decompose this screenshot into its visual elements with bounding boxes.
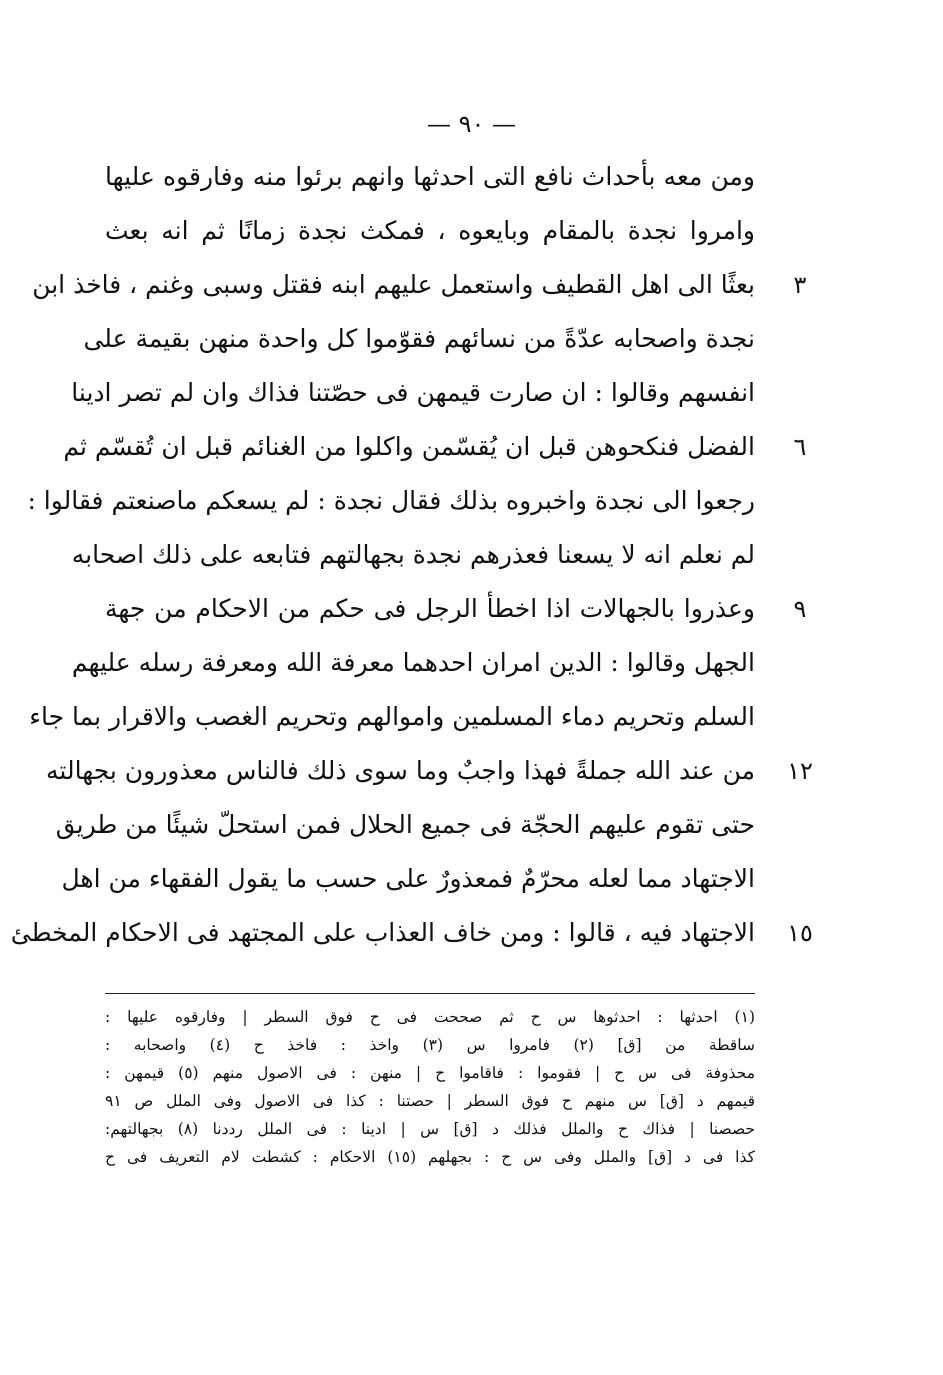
text-line: الجهل وقالوا : الدين امران احدهما معرفة الله ومعرفة رسله عليهم: [71, 648, 755, 677]
footnote-line: كذا فى د [ق] والملل وفى س ح : بجهلهم (١٥) الاحكام : كشطت لام التعريف فى ح: [105, 1148, 755, 1166]
line-number: ٩: [793, 595, 807, 623]
page-number: — ٩٠ —: [426, 110, 517, 138]
text-line: الاجتهاد فيه ، قالوا : ومن خاف العذاب على المجتهد فى الاحكام المخطئ: [10, 918, 755, 947]
footnote-line: ساقطة من [ق] (٢) فامروا س (٣) واخذ : فاخذ ح (٤) واصحابه :: [105, 1036, 755, 1054]
line-number: ١٥: [787, 919, 813, 947]
footnote-line: محذوفة فى س ح | فقوموا : فاقاموا ح | منهن : فى الاصول منهم (٥) قيمهن :: [105, 1064, 755, 1082]
text-line: نجدة واصحابه عدّةً من نسائهم فقوّموا كل واحدة منهن بقيمة على: [83, 324, 755, 353]
text-line: ومن معه بأحداث نافع التى احدثها وانهم برئوا منه وفارقوه عليها: [105, 162, 755, 191]
text-line: الفضل فنكحوهن قبل ان يُقسّمن واكلوا من الغنائم قبل ان تُقسّم ثم: [63, 432, 755, 461]
footnote-line: (١) احدثها : احدثوها س ح ثم صححت فى ح فوق السطر | وفارقوه عليها :: [105, 1008, 755, 1026]
footnote-line: حصصنا | فذاك ح والملل فذلك د [ق] س | ادينا : فى الملل رددنا (٨) بجهالتهم:: [105, 1120, 755, 1138]
text-line: انفسهم وقالوا : ان صارت قيمهن فى حصّتنا فذاك وان لم تصر ادينا: [71, 378, 755, 407]
text-line: رجعوا الى نجدة واخبروه بذلك فقال نجدة : لم يسعكم ماصنعتم فقالوا :: [27, 486, 755, 515]
text-line: الاجتهاد مما لعله محرّمٌ فمعذورٌ على حسب ما يقول الفقهاء من اهل: [61, 864, 755, 893]
footnote-rule: [105, 993, 755, 994]
text-line: حتى تقوم عليهم الحجّة فى جميع الحلال فمن استحلّ شيئًا من طريق: [55, 810, 755, 839]
line-number: ١٢: [787, 757, 813, 785]
main-text: [10, 150, 755, 960]
text-line: وامروا نجدة بالمقام وبايعوه ، فمكث نجدة زمانًا ثم انه بعث: [105, 216, 755, 245]
line-number: ٦: [793, 433, 807, 461]
text-line: لم نعلم انه لا يسعنا فعذرهم نجدة بجهالتهم فتابعه على ذلك اصحابه: [71, 540, 755, 569]
text-line: من عند الله جملةً فهذا واجبٌ وما سوى ذلك فالناس معذورون بجهالته: [46, 756, 755, 785]
line-number: ٣: [793, 271, 807, 299]
footnotes: [105, 1003, 755, 1171]
text-line: وعذروا بالجهالات اذا اخطأ الرجل فى حكم من الاحكام من جهة: [105, 594, 755, 623]
text-line: بعثًا الى اهل القطيف واستعمل عليهم ابنه فقتل وسبى وغنم ، فاخذ ابن: [32, 270, 755, 299]
footnote-line: قيمهم د [ق] س منهم ح فوق السطر | حصتنا : كذا فى الاصول وفى الملل ص ٩١: [105, 1092, 755, 1110]
text-line: السلم وتحريم دماء المسلمين واموالهم وتحريم الغصب والاقرار بما جاء: [29, 702, 755, 731]
